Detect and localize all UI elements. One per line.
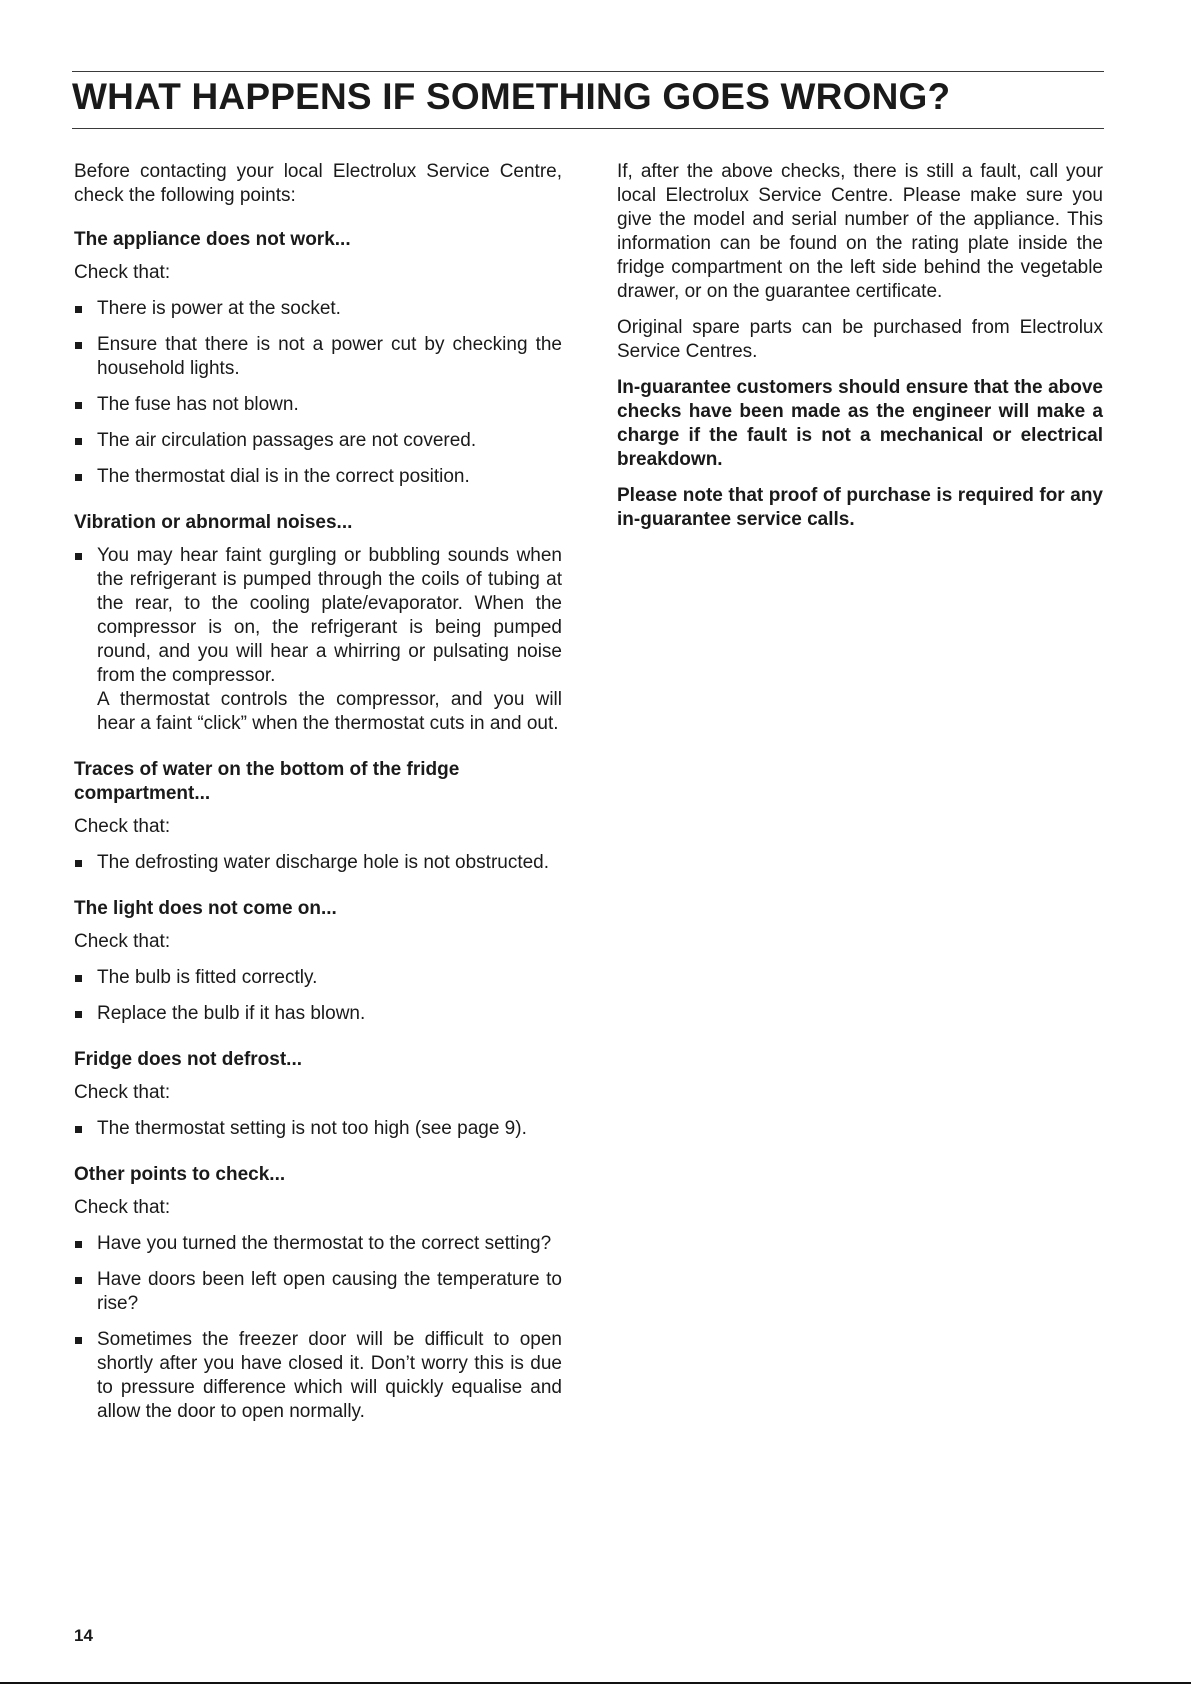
bullet-icon — [75, 860, 82, 867]
spare-parts-paragraph: Original spare parts can be purchased from Electrolux Service Centres. — [617, 317, 1103, 362]
list-item-text: Have doors been left open causing the temperature to rise? — [97, 1269, 562, 1314]
list-item — [74, 1268, 562, 1316]
bullet-icon — [75, 1011, 82, 1018]
list-item — [74, 1002, 562, 1026]
bullet-list — [74, 966, 562, 1026]
bullet-icon — [75, 342, 82, 349]
list-item — [74, 465, 562, 489]
list-item-text: You may hear faint gurgling or bubbling sounds when the refrigerant is pumped through the coils of tubing at the rear, to the cooling plate/evaporator. When the compressor is on, the refrigerant is being pumped round, and you will hear a whirring or pulsating noise from the compressor. — [97, 545, 562, 686]
bullet-icon — [75, 1277, 82, 1284]
section-light — [74, 897, 562, 1026]
list-item — [74, 393, 562, 417]
list-item-text: The fuse has not blown. — [97, 394, 299, 415]
list-item-text: The air circulation passages are not covered. — [97, 430, 477, 451]
check-that-label: Check that: — [74, 931, 171, 952]
page-title: WHAT HAPPENS IF SOMETHING GOES WRONG? — [72, 76, 951, 117]
list-item-text: Have you turned the thermostat to the correct setting? — [97, 1233, 552, 1254]
bullet-icon — [75, 402, 82, 409]
list-item — [74, 851, 562, 875]
right-column — [617, 160, 1103, 544]
list-item — [74, 966, 562, 990]
list-item-text: Sometimes the freezer door will be difficult to open shortly after you have closed it. Don’t worry this is due to pressure difference which will quickly equalise and allow the door to open normally. — [97, 1329, 562, 1422]
section-heading: The light does not come on... — [74, 898, 337, 919]
list-item — [74, 1328, 562, 1424]
section-vibration — [74, 511, 562, 736]
section-heading: Other points to check... — [74, 1164, 286, 1185]
service-centre-paragraph: If, after the above checks, there is still a fault, call your local Electrolux Service Centre. Please make sure you give the model and serial number of the appliance. This information can be found on the rating plate inside the fridge compartment on the left side behind the vegetable drawer, or on the guarantee certificate. — [617, 161, 1103, 302]
page-bottom-edge — [0, 1682, 1191, 1684]
check-that-label: Check that: — [74, 262, 171, 283]
intro-section — [74, 160, 562, 208]
bullet-icon — [75, 1241, 82, 1248]
bullet-icon — [75, 474, 82, 481]
check-that-label: Check that: — [74, 1197, 171, 1218]
section-heading: Fridge does not defrost... — [74, 1049, 303, 1070]
list-item — [74, 1117, 562, 1141]
list-item-text: The bulb is fitted correctly. — [97, 967, 318, 988]
bullet-icon — [75, 306, 82, 313]
list-item-text: The thermostat dial is in the correct position. — [97, 466, 470, 487]
bullet-list — [74, 1232, 562, 1424]
check-that-label: Check that: — [74, 816, 171, 837]
page-number: 14 — [74, 1626, 93, 1645]
section-heading: Vibration or abnormal noises... — [74, 512, 353, 533]
section-water-traces — [74, 758, 562, 875]
section-heading: The appliance does not work... — [74, 229, 351, 250]
bullet-icon — [75, 1337, 82, 1344]
section-heading: Traces of water on the bottom of the fridge compartment... — [74, 759, 460, 804]
check-that-label: Check that: — [74, 1082, 171, 1103]
list-item-text: Replace the bulb if it has blown. — [97, 1003, 366, 1024]
list-item-text: The thermostat setting is not too high (see page 9). — [97, 1118, 527, 1139]
bullet-icon — [75, 975, 82, 982]
list-item-text-continued: A thermostat controls the compressor, and you will hear a faint “click” when the thermostat cuts in and out. — [97, 689, 562, 734]
list-item-text: The defrosting water discharge hole is not obstructed. — [97, 852, 550, 873]
guarantee-warning: In-guarantee customers should ensure that the above checks have been made as the engineer will make a charge if the fault is not a mechanical or electrical breakdown. — [617, 377, 1103, 470]
list-item — [74, 429, 562, 453]
list-item — [74, 333, 562, 381]
list-item — [74, 297, 562, 321]
title-bottom-rule — [72, 128, 1104, 129]
left-column — [74, 160, 562, 1446]
section-other-points — [74, 1163, 562, 1424]
list-item — [74, 1232, 562, 1256]
bullet-list — [74, 544, 562, 736]
bullet-icon — [75, 1126, 82, 1133]
section-appliance-not-work — [74, 228, 562, 489]
list-item-text: Ensure that there is not a power cut by checking the household lights. — [97, 334, 562, 379]
bullet-list — [74, 851, 562, 875]
intro-paragraph: Before contacting your local Electrolux Service Centre, check the following points: — [74, 161, 562, 206]
title-top-rule — [72, 71, 1104, 72]
bullet-list — [74, 1117, 562, 1141]
list-item-text: There is power at the socket. — [97, 298, 341, 319]
section-defrost — [74, 1048, 562, 1141]
bullet-icon — [75, 438, 82, 445]
proof-of-purchase-note: Please note that proof of purchase is required for any in-guarantee service calls. — [617, 485, 1103, 530]
bullet-list — [74, 297, 562, 489]
bullet-icon — [75, 553, 82, 560]
list-item — [74, 544, 562, 736]
